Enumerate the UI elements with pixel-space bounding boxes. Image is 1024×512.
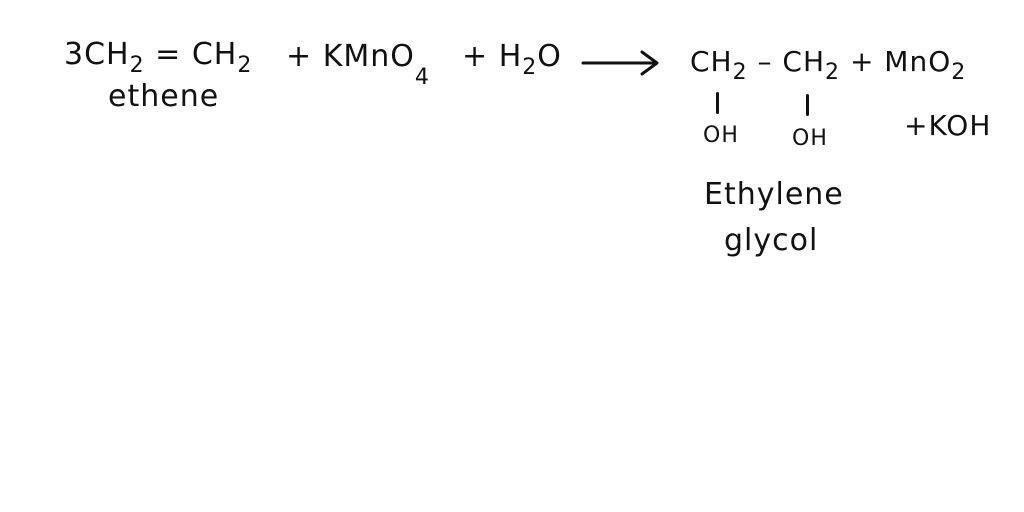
oxidant-formula <box>286 39 430 90</box>
ch-left: CH <box>84 37 130 72</box>
reactant-name: ethene <box>108 79 220 114</box>
reactant-ethene-formula <box>64 37 253 78</box>
h-text: H <box>498 39 523 74</box>
subscript-right: 2 <box>237 53 253 78</box>
bond-line-left <box>716 92 719 114</box>
bond-line-right <box>806 94 809 116</box>
kmno-text: KMnO <box>322 39 415 74</box>
coefficient: 3 <box>64 37 85 72</box>
product-name-line1: Ethylene <box>704 177 844 212</box>
koh-product: +KOH <box>904 109 992 142</box>
water-formula <box>462 39 562 80</box>
subscript-mno2: 2 <box>951 60 967 85</box>
single-bond: – <box>757 45 773 78</box>
ch-right: CH <box>191 37 238 72</box>
plus-sign: + <box>462 39 489 74</box>
subscript-left: 2 <box>732 60 748 85</box>
ch-left: CH <box>690 45 733 78</box>
product-formula <box>690 45 967 85</box>
product-name-line2: glycol <box>724 223 819 258</box>
subscript-left: 2 <box>129 53 145 78</box>
plus-mno2: + MnO <box>849 45 952 78</box>
subscript-right: 2 <box>825 60 841 85</box>
plus-sign: + <box>286 39 313 74</box>
hydroxyl-right: OH <box>792 126 828 151</box>
double-bond: = <box>155 37 182 72</box>
subscript-4: 4 <box>414 65 430 90</box>
subscript-2: 2 <box>522 55 538 80</box>
hydroxyl-left: OH <box>703 123 739 148</box>
o-text: O <box>537 39 562 74</box>
reaction-arrow-icon <box>580 48 662 78</box>
ch-right: CH <box>782 45 826 78</box>
